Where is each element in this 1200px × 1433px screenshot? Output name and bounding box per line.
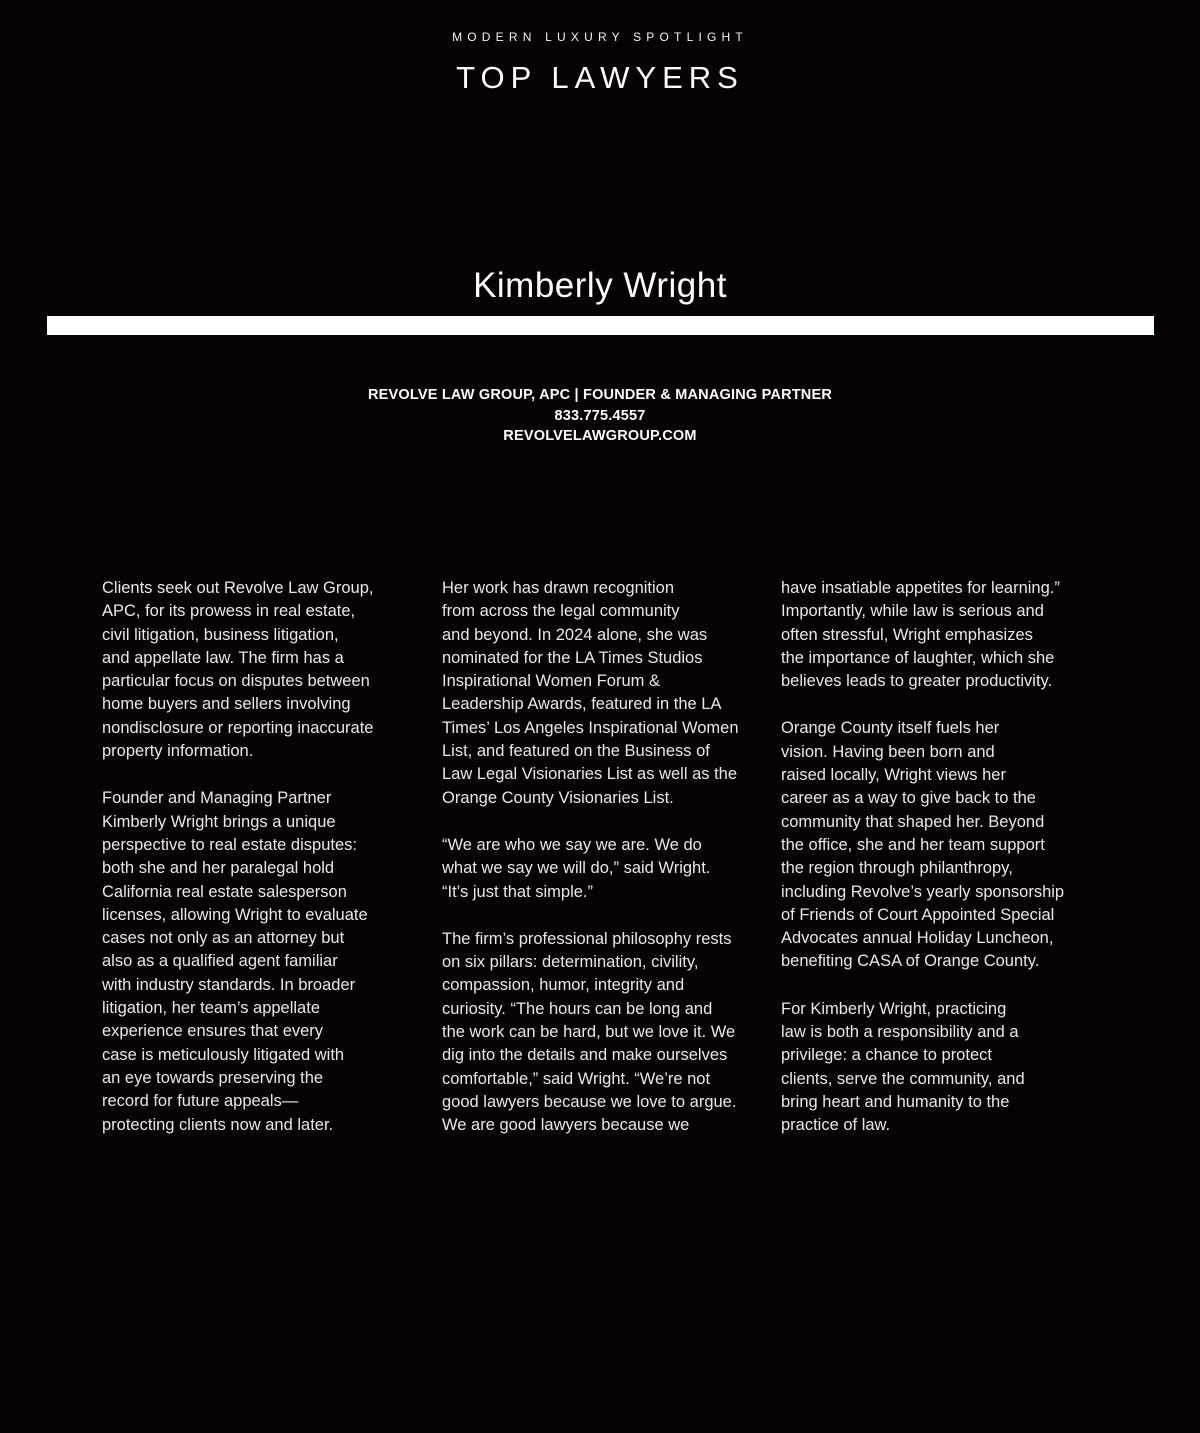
paragraph-line: of Friends of Court Appointed Special [781, 905, 1055, 924]
article-paragraph [781, 577, 1099, 693]
paragraph-line: licenses, allowing Wright to evaluate [102, 905, 368, 924]
paragraph-line: also as a qualified agent familiar [102, 952, 338, 971]
paragraph-line: experience ensures that every [102, 1022, 324, 1041]
paragraph-line: community that shaped her. Beyond [781, 812, 1045, 831]
paragraph-line: and appellate law. The firm has a [102, 648, 344, 667]
paragraph-line: Kimberly Wright brings a unique [102, 812, 336, 831]
article-paragraph [781, 998, 1099, 1138]
paragraph-line: Times’ Los Angeles Inspirational Women [442, 718, 739, 737]
paragraph-line: the office, she and her team support [781, 835, 1045, 854]
paragraph-line: California real estate salesperson [102, 882, 347, 901]
article-paragraph [102, 787, 422, 1136]
paragraph-line: Inspirational Women Forum & [442, 672, 660, 691]
paragraph-line: bring heart and humanity to the [781, 1092, 1010, 1111]
profile-name: Kimberly Wright [473, 266, 727, 305]
paragraph-line: the work can be hard, but we love it. We [442, 1023, 736, 1042]
paragraph-line: cases not only as an attorney but [102, 929, 345, 948]
article-paragraph [781, 717, 1099, 973]
paragraph-line: raised locally, Wright views her [781, 766, 1006, 785]
article-column-2 [442, 577, 762, 1162]
paragraph-line: Orange County Visionaries List. [442, 788, 674, 807]
paragraph-line: nominated for the LA Times Studios [442, 648, 703, 667]
paragraph-line: an eye towards preserving the [102, 1068, 324, 1087]
paragraph-line: perspective to real estate disputes: [102, 835, 357, 854]
paragraph-line: APC, for its prowess in real estate, [102, 602, 356, 621]
paragraph-line: Law Legal Visionaries List as well as the [442, 765, 738, 784]
article-column-3 [781, 577, 1099, 1162]
divider-bar [47, 316, 1154, 335]
paragraph-line: protecting clients now and later. [102, 1115, 334, 1134]
paragraph-line: benefiting CASA of Orange County. [781, 952, 1040, 971]
section-kicker: MODERN LUXURY SPOTLIGHT [452, 30, 748, 44]
paragraph-line: record for future appeals— [102, 1092, 299, 1111]
paragraph-line: good lawyers because we love to argue. [442, 1092, 737, 1111]
article-paragraph [442, 577, 762, 810]
paragraph-line: nondisclosure or reporting inaccurate [102, 718, 374, 737]
paragraph-line: comfortable,” said Wright. “We’re not [442, 1069, 711, 1088]
paragraph-line: Founder and Managing Partner [102, 789, 332, 808]
phone-number[interactable]: 833.775.4557 [554, 407, 646, 424]
article-paragraph [442, 834, 762, 904]
paragraph-line: believes leads to greater productivity. [781, 672, 1053, 691]
firm-title-line: REVOLVE LAW GROUP, APC | FOUNDER & MANAGING PARTNER [367, 387, 833, 403]
paragraph-line: List, and featured on the Business of [442, 742, 710, 761]
paragraph-line: case is meticulously litigated with [102, 1045, 345, 1064]
paragraph-line: what we say we will do,” said Wright. [442, 859, 711, 878]
paragraph-line: “We are who we say we are. We do [442, 835, 702, 854]
article-paragraph [102, 577, 422, 763]
website-link[interactable]: REVOLVELAWGROUP.COM [503, 428, 697, 444]
paragraph-line: vision. Having been born and [781, 742, 995, 761]
paragraph-line: property information. [102, 742, 254, 761]
paragraph-line: civil litigation, business litigation, [102, 625, 339, 644]
paragraph-line: including Revolve’s yearly sponsorship [781, 882, 1065, 901]
paragraph-line: from across the legal community [442, 602, 680, 621]
paragraph-line: and beyond. In 2024 alone, she was [442, 625, 708, 644]
contact-block [0, 385, 1200, 447]
paragraph-line: with industry standards. In broader [102, 975, 356, 994]
paragraph-line: law is both a responsibility and a [781, 1023, 1019, 1042]
paragraph-line: “It’s just that simple.” [442, 882, 593, 901]
paragraph-line: privilege: a chance to protect [781, 1046, 992, 1065]
paragraph-line: Her work has drawn recognition [442, 579, 675, 597]
paragraph-line: the importance of laughter, which she [781, 648, 1055, 667]
paragraph-line: compassion, humor, integrity and [442, 976, 685, 995]
article-column-1 [102, 577, 422, 1161]
paragraph-line: For Kimberly Wright, practicing [781, 999, 1007, 1018]
paragraph-line: often stressful, Wright emphasizes [781, 625, 1033, 644]
paragraph-line: on six pillars: determination, civility, [442, 953, 699, 972]
section-title: TOP LAWYERS [456, 60, 744, 95]
paragraph-line: particular focus on disputes between [102, 672, 370, 691]
paragraph-line: career as a way to give back to the [781, 789, 1036, 808]
paragraph-line: practice of law. [781, 1116, 891, 1135]
paragraph-line: Clients seek out Revolve Law Group, [102, 579, 374, 597]
paragraph-line: Importantly, while law is serious and [781, 602, 1044, 621]
paragraph-line: We are good lawyers because we [442, 1116, 690, 1135]
paragraph-line: curiosity. “The hours can be long and [442, 999, 713, 1018]
paragraph-line: both she and her paralegal hold [102, 859, 335, 878]
article-paragraph [442, 928, 762, 1138]
paragraph-line: clients, serve the community, and [781, 1069, 1025, 1088]
paragraph-line: litigation, her team’s appellate [102, 999, 320, 1018]
paragraph-line: Orange County itself fuels her [781, 719, 1000, 738]
paragraph-line: Advocates annual Holiday Luncheon, [781, 929, 1054, 948]
paragraph-line: have insatiable appetites for learning.” [781, 579, 1060, 597]
paragraph-line: dig into the details and make ourselves [442, 1046, 728, 1065]
paragraph-line: Leadership Awards, featured in the LA [442, 695, 722, 714]
paragraph-line: The firm’s professional philosophy rests [442, 929, 732, 948]
paragraph-line: the region through philanthropy, [781, 859, 1013, 878]
paragraph-line: home buyers and sellers involving [102, 695, 351, 714]
